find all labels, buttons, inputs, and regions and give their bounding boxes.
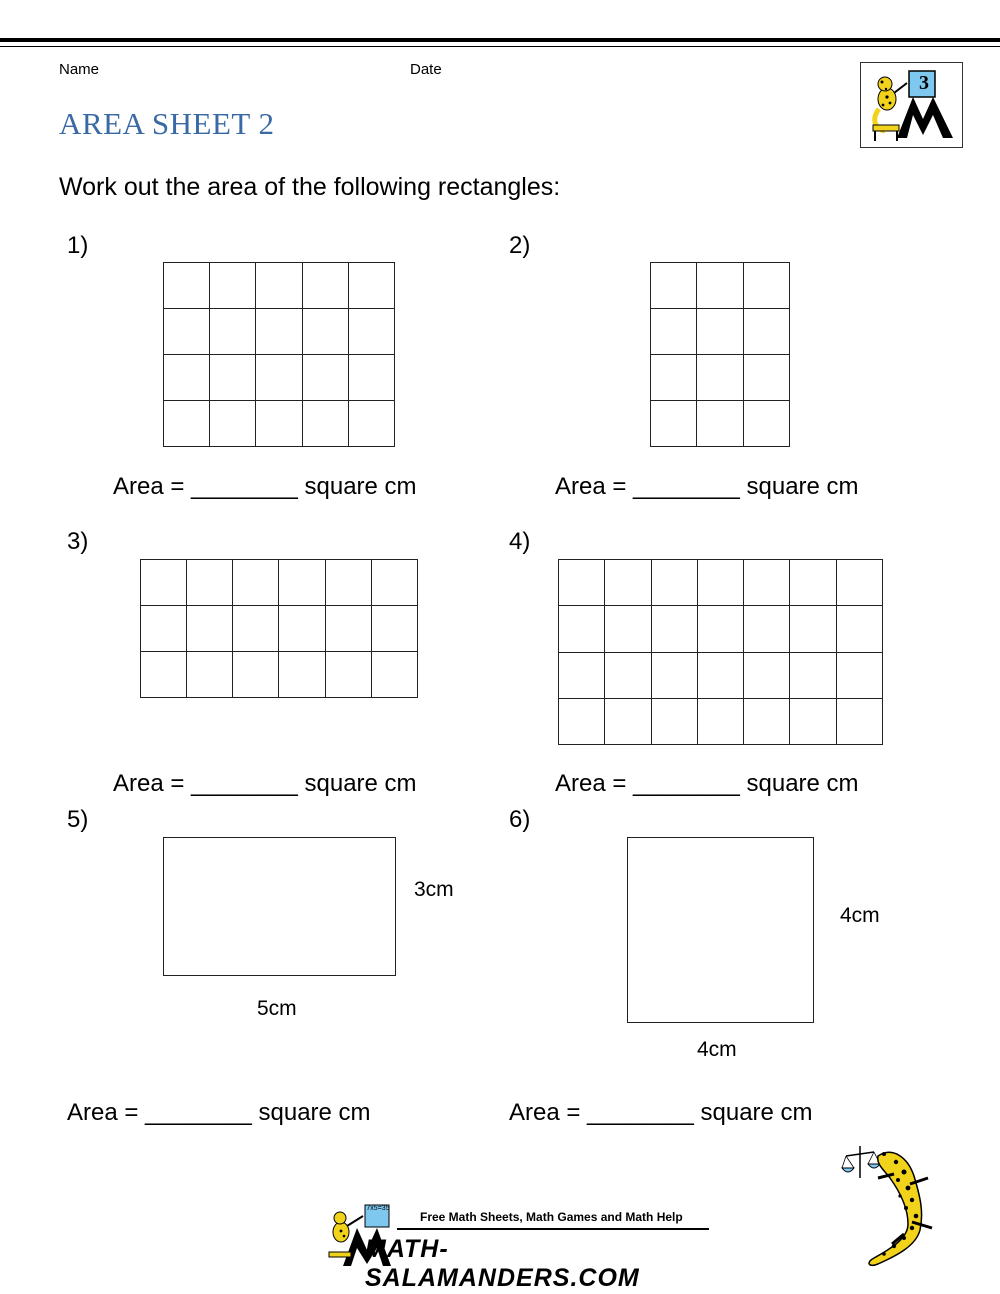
grid-cell [141, 606, 187, 652]
problem-3-number: 3) [67, 528, 89, 555]
top-rule-thin [0, 46, 1000, 47]
grid-cell [651, 401, 697, 447]
grid-row [141, 560, 418, 606]
grid-cell [790, 698, 836, 744]
grid-cell [697, 309, 743, 355]
problem-2-answer: Area = ________ square cm [555, 473, 859, 500]
grid-cell [559, 652, 605, 698]
grid-cell [605, 560, 651, 606]
problem-1-answer: Area = ________ square cm [113, 473, 417, 500]
grid-cell [210, 401, 256, 447]
problem-6-height-label: 4cm [840, 904, 880, 927]
grid-cell [651, 560, 697, 606]
problem-6-rectangle [627, 837, 814, 1023]
grid-row [164, 263, 395, 309]
grid-cell [210, 263, 256, 309]
grid-cell [279, 606, 325, 652]
grid-cell [279, 652, 325, 698]
name-label: Name [59, 61, 100, 78]
grid-cell [164, 401, 210, 447]
grid-cell [325, 560, 371, 606]
grid-cell [302, 355, 348, 401]
footer-brand: MATH-SALAMANDERS.COM [365, 1235, 640, 1292]
grid-cell [605, 698, 651, 744]
grid-row [559, 698, 883, 744]
grid-cell [697, 698, 743, 744]
footer-logo [325, 1200, 720, 1292]
grid-cell [325, 652, 371, 698]
grid-row [141, 652, 418, 698]
problem-1-grid [163, 262, 395, 447]
grid-cell [559, 698, 605, 744]
problem-5-height-label: 3cm [414, 878, 454, 901]
grid-cell [256, 263, 302, 309]
grid-cell [141, 560, 187, 606]
grid-cell [348, 355, 394, 401]
problem-4-number: 4) [509, 528, 531, 555]
grid-cell [697, 263, 743, 309]
grid-cell [348, 263, 394, 309]
grid-cell [697, 606, 743, 652]
top-rule-thick [0, 38, 1000, 42]
grid-cell [233, 560, 279, 606]
grid-cell [697, 401, 743, 447]
grid-cell [744, 560, 790, 606]
grid-cell [256, 401, 302, 447]
grid-cell [697, 652, 743, 698]
grid-cell [744, 606, 790, 652]
grid-row [164, 309, 395, 355]
grade-badge: 3 [919, 72, 929, 94]
grid-cell [233, 606, 279, 652]
grid-cell [371, 652, 417, 698]
grid-cell [302, 309, 348, 355]
grid-cell [836, 560, 882, 606]
grid-cell [605, 652, 651, 698]
grid-cell [836, 606, 882, 652]
grid-row [141, 606, 418, 652]
problem-5-rectangle [163, 837, 396, 976]
grid-row [164, 355, 395, 401]
grid-cell [744, 698, 790, 744]
page-title: AREA SHEET 2 [59, 106, 275, 141]
grid-cell [256, 309, 302, 355]
grid-cell [743, 401, 789, 447]
grid-cell [164, 309, 210, 355]
grid-cell [141, 652, 187, 698]
grid-cell [348, 309, 394, 355]
grid-cell [559, 606, 605, 652]
grid-cell [187, 560, 233, 606]
problem-2-grid [650, 262, 790, 447]
date-label: Date [410, 61, 442, 78]
problem-5-number: 5) [67, 806, 89, 833]
grid-cell [790, 560, 836, 606]
grid-row [164, 401, 395, 447]
grid-cell [836, 652, 882, 698]
problem-4-grid [558, 559, 883, 745]
grid-cell [651, 309, 697, 355]
salamander-scales-icon [838, 1138, 958, 1273]
grid-cell [210, 309, 256, 355]
grid-row [559, 560, 883, 606]
grade-logo [860, 62, 963, 148]
grid-cell [302, 263, 348, 309]
grid-cell [743, 309, 789, 355]
grid-cell [651, 355, 697, 401]
grid-cell [651, 652, 697, 698]
grid-row [651, 355, 790, 401]
grid-cell [744, 652, 790, 698]
problem-6-number: 6) [509, 806, 531, 833]
grid-cell [187, 652, 233, 698]
grid-row [559, 652, 883, 698]
salamander-teacher-icon [861, 63, 961, 146]
grid-cell [743, 355, 789, 401]
footer-mini-badge: 7x5=35 [366, 1205, 390, 1212]
footer-underline [397, 1228, 709, 1230]
problem-4-answer: Area = ________ square cm [555, 770, 859, 797]
grid-cell [164, 263, 210, 309]
problem-3-answer: Area = ________ square cm [113, 770, 417, 797]
grid-cell [371, 606, 417, 652]
footer-tagline: Free Math Sheets, Math Games and Math Help [420, 1210, 683, 1224]
grid-cell [187, 606, 233, 652]
grid-cell [164, 355, 210, 401]
grid-cell [302, 401, 348, 447]
grid-cell [279, 560, 325, 606]
grid-cell [697, 355, 743, 401]
instruction-text: Work out the area of the following rectangles: [59, 173, 561, 201]
grid-cell [325, 606, 371, 652]
problem-2-number: 2) [509, 232, 531, 259]
problem-5-width-label: 5cm [257, 997, 297, 1020]
grid-cell [348, 401, 394, 447]
grid-cell [651, 606, 697, 652]
grid-row [651, 401, 790, 447]
problem-3-grid [140, 559, 418, 698]
grid-row [559, 606, 883, 652]
problem-6-width-label: 4cm [697, 1038, 737, 1061]
grid-cell [605, 606, 651, 652]
grid-cell [233, 652, 279, 698]
grid-cell [790, 652, 836, 698]
problem-6-answer: Area = ________ square cm [509, 1099, 813, 1126]
grid-cell [836, 698, 882, 744]
grid-cell [210, 355, 256, 401]
grid-row [651, 263, 790, 309]
grid-cell [697, 560, 743, 606]
grid-cell [651, 263, 697, 309]
grid-cell [559, 560, 605, 606]
problem-1-number: 1) [67, 232, 89, 259]
grid-cell [371, 560, 417, 606]
grid-row [651, 309, 790, 355]
grid-cell [256, 355, 302, 401]
grid-cell [790, 606, 836, 652]
problem-5-answer: Area = ________ square cm [67, 1099, 371, 1126]
grid-cell [743, 263, 789, 309]
grid-cell [651, 698, 697, 744]
